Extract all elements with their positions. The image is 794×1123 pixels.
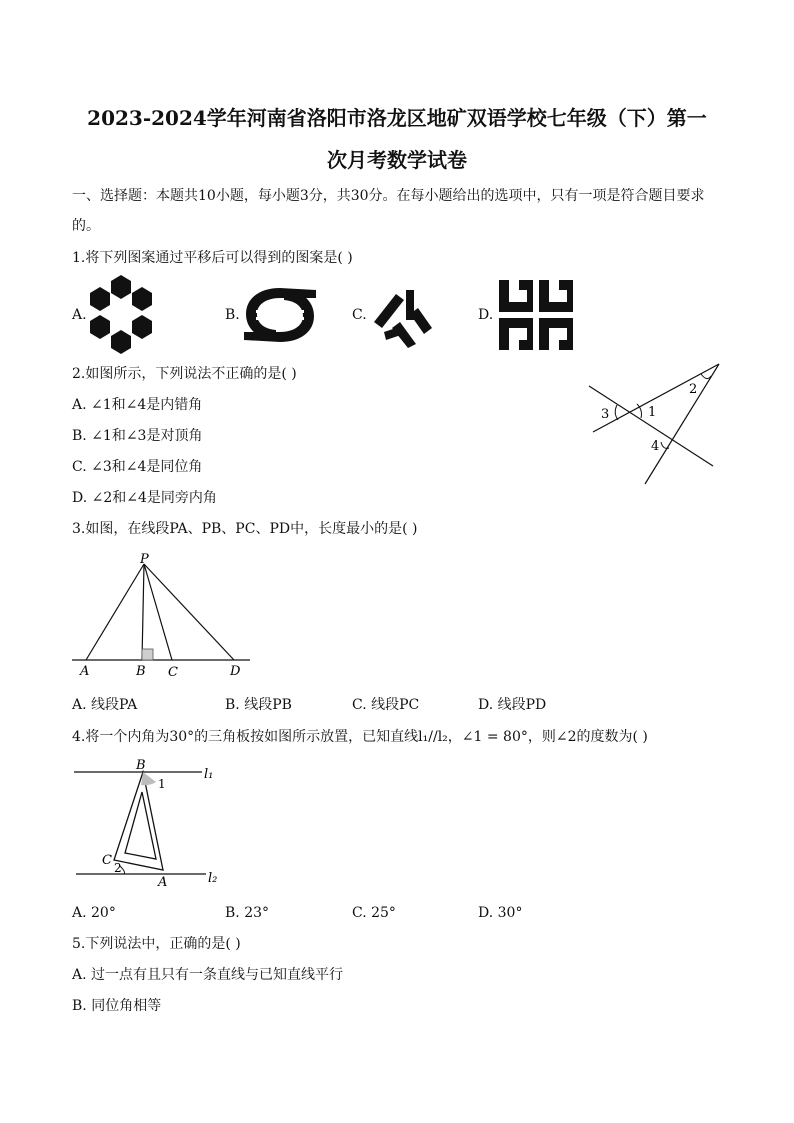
q1-option-d-label: D. [478, 307, 494, 323]
q3-figure [68, 552, 258, 682]
q5-option-b: B. 同位角相等 [72, 998, 162, 1014]
q4-figure [68, 756, 238, 890]
q4-option-a: A. 20° [72, 905, 116, 921]
point-label-b: B [136, 664, 146, 679]
hexagon-shape [90, 315, 110, 339]
q1-option-b-label: B. [225, 307, 240, 323]
q1-maze-pattern-figure [497, 278, 575, 352]
maze-block [539, 280, 573, 312]
segment-pb [142, 564, 144, 660]
angle-label-2: 2 [689, 382, 698, 397]
hexagon-shape [111, 275, 131, 299]
q2-option-c: C. ∠3和∠4是同位角 [72, 459, 203, 475]
hexagon-shape [90, 287, 110, 311]
q3-option-c: C. 线段PC [352, 697, 420, 713]
right-angle-mark [142, 649, 153, 660]
vertex-label-b: B [136, 758, 146, 773]
line-c [645, 364, 719, 484]
ring-gap [256, 317, 304, 320]
angle-label-1: 1 [158, 777, 166, 791]
maze-block [539, 318, 573, 350]
angle-arc-2 [701, 374, 711, 379]
q1-stem: 1.将下列图案通过平移后可以得到的图案是( ) [72, 250, 353, 266]
q3-stem: 3.如图，在线段PA、PB、PC、PD中，长度最小的是( ) [72, 521, 418, 537]
line-b [593, 364, 719, 432]
q1-triskelion-figure [370, 288, 436, 350]
segment-pa [86, 564, 144, 660]
q5-stem: 5.下列说法中，正确的是( ) [72, 936, 241, 952]
vertex-label-a: A [158, 875, 168, 890]
angle-label-4: 4 [651, 439, 660, 454]
q1-ring-pattern-figure [240, 284, 320, 346]
q1-option-c-label: C. [352, 307, 367, 323]
exam-title-line2: 次月考数学试卷 [327, 148, 467, 172]
q4-option-b: B. 23° [225, 905, 270, 921]
section-instruction-line2: 的。 [72, 218, 100, 234]
line-a [589, 386, 713, 466]
point-label-c: C [168, 665, 178, 680]
q2-option-b: B. ∠1和∠3是对顶角 [72, 428, 203, 444]
maze-block [499, 318, 533, 350]
hexagon-shape [132, 287, 152, 311]
point-label-a: A [80, 664, 90, 679]
q1-option-a-label: A. [72, 307, 87, 323]
vertex-label-c: C [102, 853, 112, 868]
line-label-l1: l₁ [204, 767, 214, 782]
angle-label-1: 1 [648, 405, 657, 420]
q3-option-a: A. 线段PA [72, 697, 138, 713]
angle-arc-3 [615, 405, 618, 420]
q2-option-d: D. ∠2和∠4是同旁内角 [72, 490, 217, 506]
point-label-p: P [140, 552, 149, 567]
angle-label-2: 2 [114, 861, 122, 875]
hexagon-shape [111, 330, 131, 354]
q5-option-a: A. 过一点有且只有一条直线与已知直线平行 [72, 967, 344, 983]
maze-block [499, 280, 533, 312]
angle-label-3: 3 [601, 407, 610, 422]
q4-stem: 4.将一个内角为30°的三角板按如图所示放置，已知直线l₁//l₂，∠1 = 80°，则∠2的度数为( ) [72, 729, 648, 745]
stroke-shape [410, 308, 432, 334]
q4-option-d: D. 30° [478, 905, 523, 921]
line-label-l2: l₂ [208, 871, 218, 886]
q3-option-b: B. 线段PB [225, 697, 292, 713]
q1-hexagon-pattern-figure [86, 274, 156, 356]
ring-gap [256, 310, 304, 313]
hexagon-shape [132, 315, 152, 339]
q4-option-c: C. 25° [352, 905, 396, 921]
triangle-inner [125, 792, 156, 859]
exam-title-line1: 2023-2024学年河南省洛阳市洛龙区地矿双语学校七年级（下）第一 [87, 106, 707, 130]
q2-stem: 2.如图所示，下列说法不正确的是( ) [72, 366, 297, 382]
section-instruction-line1: 一、选择题：本题共10小题，每小题3分，共30分。在每小题给出的选项中，只有一项是符合题目要求 [72, 188, 705, 204]
q2-option-a: A. ∠1和∠4是内错角 [72, 397, 203, 413]
point-label-d: D [230, 664, 241, 679]
q2-figure [585, 358, 725, 488]
angle-mark-1 [141, 772, 156, 785]
q3-option-d: D. 线段PD [478, 697, 547, 713]
